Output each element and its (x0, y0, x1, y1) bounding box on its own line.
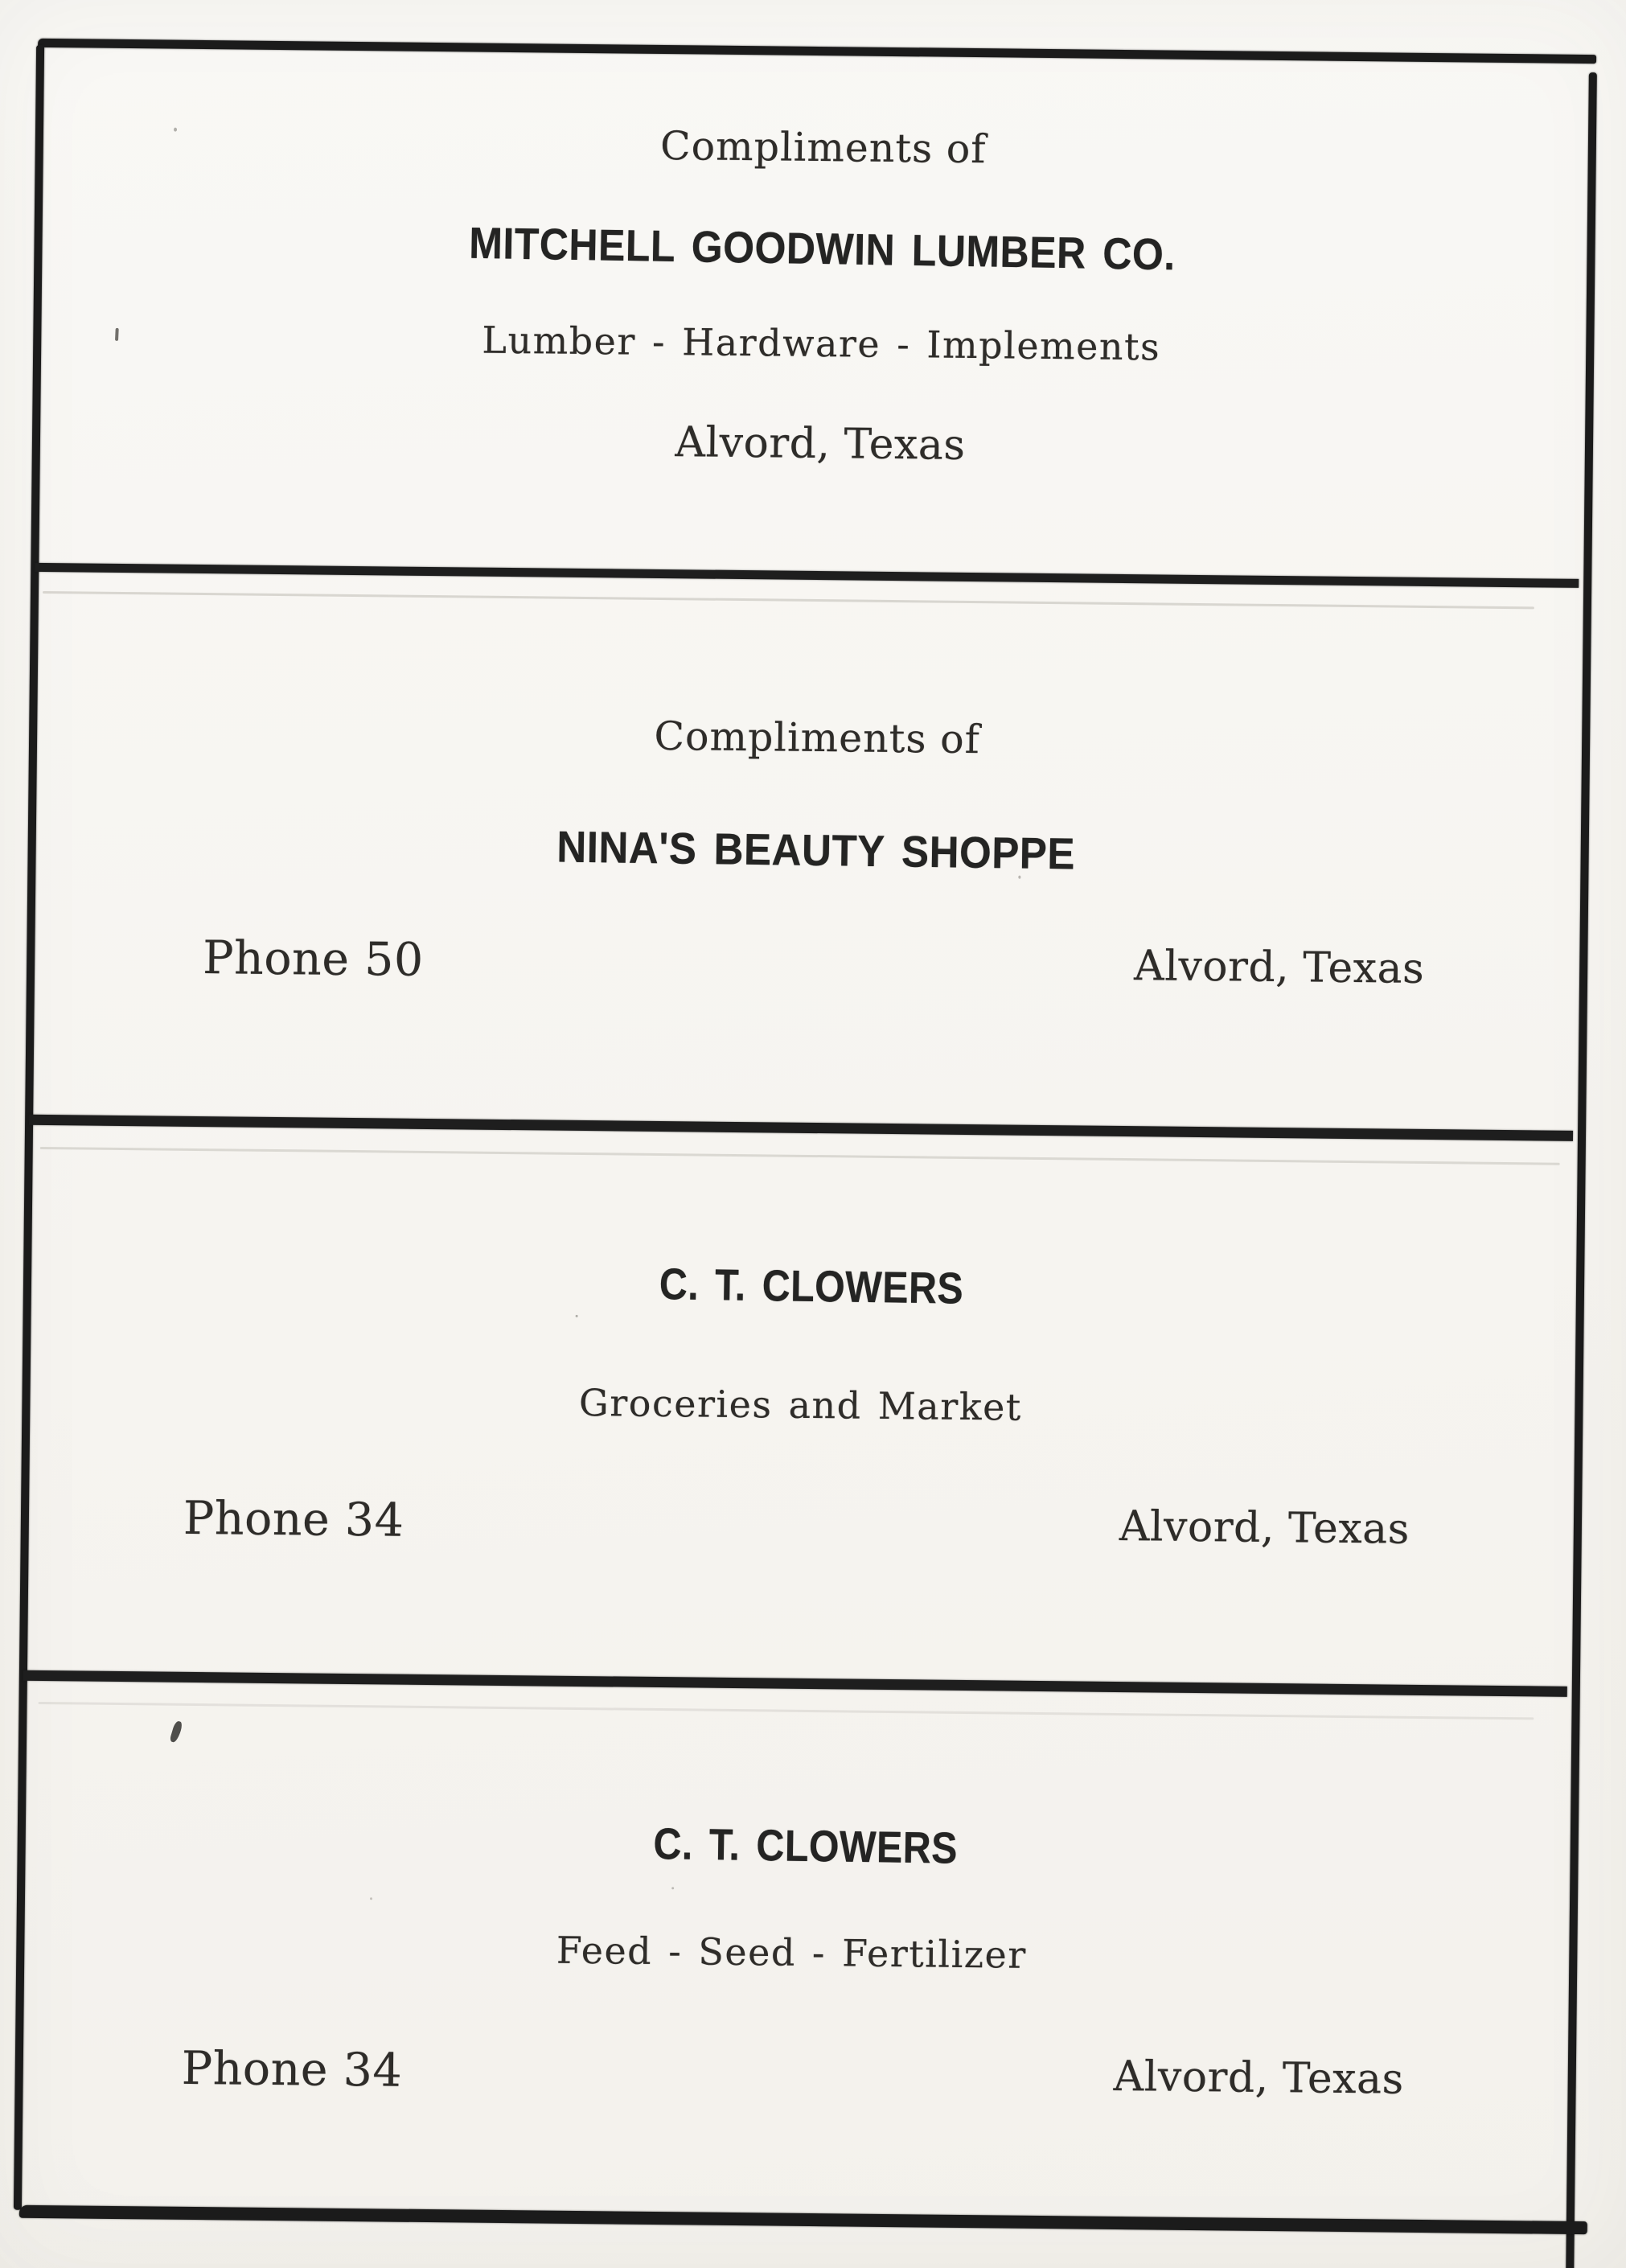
ink-speck (174, 128, 177, 132)
business-tagline: Lumber - Hardware - Implements (482, 318, 1161, 369)
ink-speck (1018, 876, 1020, 879)
business-tagline: Groceries and Market (578, 1380, 1023, 1429)
ink-speck (576, 1315, 578, 1317)
ink-tick-mark (115, 328, 119, 341)
phone-number: Phone 34 (181, 2041, 403, 2097)
ink-speck (370, 1897, 372, 1900)
business-name: C. T. CLOWERS (653, 1818, 959, 1873)
business-name: C. T. CLOWERS (659, 1259, 964, 1313)
city-state: Alvord, Texas (675, 418, 966, 470)
compliments-text: Compliments of (654, 713, 981, 763)
city-state: Alvord, Texas (1119, 1502, 1410, 1554)
ink-speck (671, 1887, 674, 1889)
business-name: MITCHELL GOODWIN LUMBER CO. (468, 217, 1176, 280)
phone-number: Phone 50 (202, 931, 425, 987)
compliments-text: Compliments of (659, 122, 987, 173)
business-name: NINA'S BEAUTY SHOPPE (556, 821, 1076, 879)
business-tagline: Feed - Seed - Fertilizer (556, 1928, 1028, 1977)
city-state: Alvord, Texas (1133, 942, 1425, 993)
city-state: Alvord, Texas (1113, 2052, 1405, 2104)
phone-number: Phone 34 (183, 1491, 404, 1547)
